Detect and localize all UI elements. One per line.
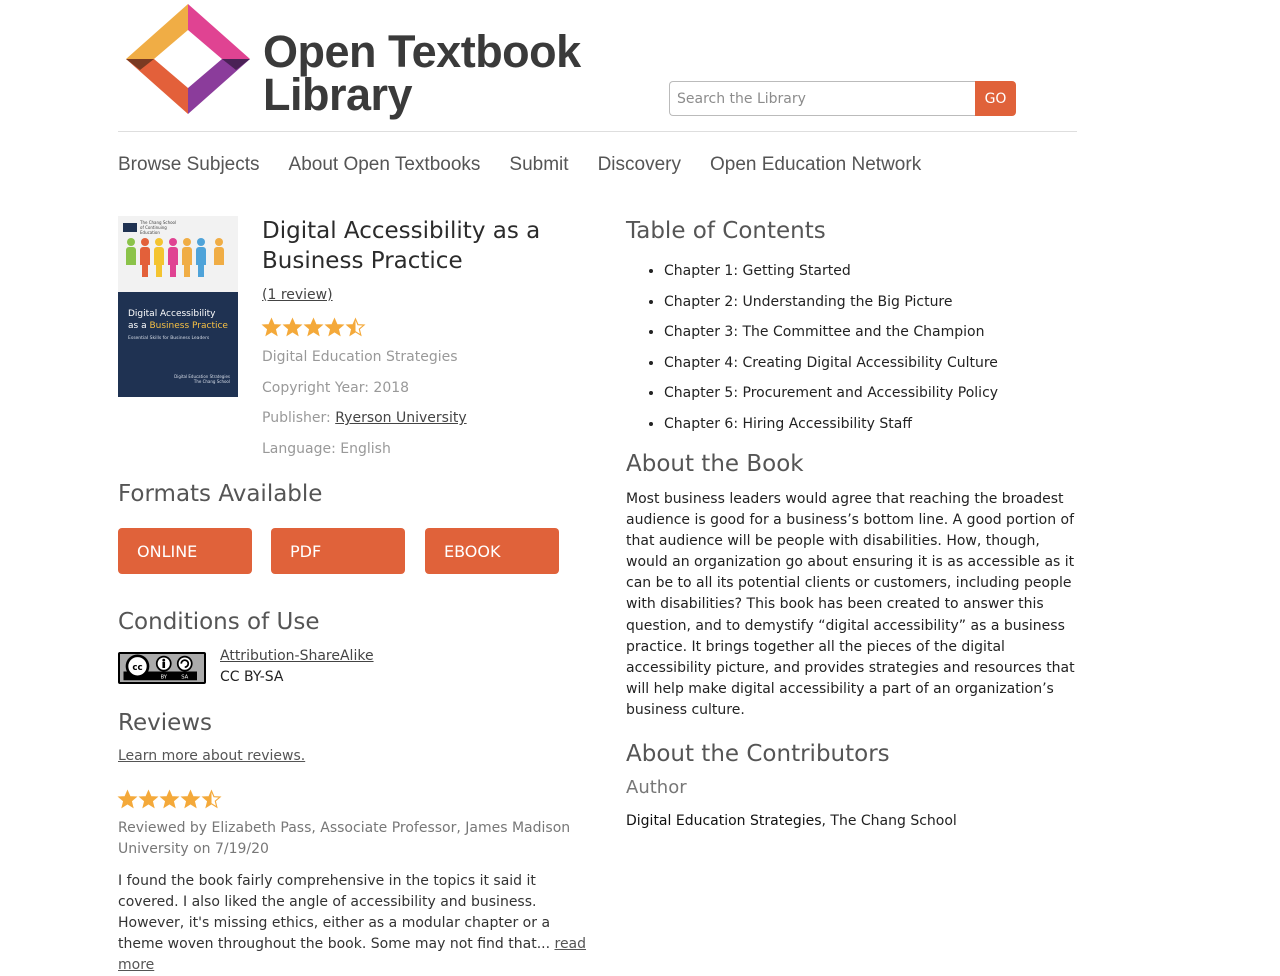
format-ebook-button[interactable]: EBOOK (425, 528, 559, 574)
nav-browse-subjects[interactable]: Browse Subjects (118, 154, 260, 175)
cover-subtitle: Essential Skills for Business Leaders (128, 336, 210, 341)
svg-text:SA: SA (181, 674, 189, 681)
cover-figure-icon (196, 238, 206, 278)
author-name: Digital Education Strategies (626, 813, 822, 829)
copyright-label: Copyright Year: (262, 380, 369, 396)
star-icon (118, 790, 137, 809)
star-icon (283, 318, 302, 337)
language-value: English (340, 441, 391, 457)
search-go-button[interactable]: GO (975, 81, 1016, 116)
author-affiliation: , The Chang School (821, 813, 957, 829)
logo-line-2: Library (263, 69, 413, 120)
site-logo-icon[interactable] (126, 4, 250, 114)
cover-figure-icon (154, 238, 164, 278)
nav-discovery[interactable]: Discovery (597, 154, 681, 175)
cover-figure-icon (168, 238, 178, 278)
toc-list (664, 256, 998, 440)
toc-item: • Chapter 4: Creating Digital Accessibility Culture (664, 348, 998, 379)
star-icon (262, 318, 281, 337)
review-count-link[interactable]: (1 review) (262, 287, 333, 303)
book-title: Digital Accessibility as a Business Practice (262, 218, 541, 274)
review-text (118, 871, 596, 976)
book-author: Digital Education Strategies (262, 349, 458, 365)
nav-submit[interactable]: Submit (509, 154, 569, 175)
about-text: Most business leaders would agree that reaching the broadest audience is good for a business’s bottom line. A good portion of that audience will be people with disabilities. How, though, would an organization go about ensuring it is as accessible as it can be to all its potential clients or customers, including people with disabilities? This book has been created to answer this question, and to demystify “digital accessibility” as a business practice. It brings together all the pieces of the digital accessibility picture, and provides strategies and resources that will help make digital accessibility a part of an organization’s business culture. (626, 491, 1075, 718)
publisher-label: Publisher: (262, 410, 331, 426)
star-icon (139, 790, 158, 809)
about-heading: About the Book (626, 451, 804, 477)
svg-text:cc: cc (132, 662, 143, 673)
header-divider (118, 131, 1077, 132)
cover-title-line-1: Digital Accessibility (128, 309, 216, 319)
cover-publisher-text: The Chang School of Continuing Education (140, 220, 177, 235)
copyright-value: 2018 (373, 380, 410, 396)
cover-title-line-2 (128, 320, 238, 332)
publisher-link[interactable]: Ryerson University (335, 410, 467, 426)
svg-text:BY: BY (160, 674, 168, 681)
review-rating-stars (118, 790, 221, 809)
conditions-heading: Conditions of Use (118, 609, 320, 635)
star-icon (181, 790, 200, 809)
language (262, 439, 391, 459)
cover-title (128, 308, 238, 332)
format-pdf-button[interactable]: PDF (271, 528, 405, 574)
review-byline: Reviewed by Elizabeth Pass, Associate Professor, James Madison University on 7/19/20 (118, 820, 571, 857)
star-icon (160, 790, 179, 809)
reviews-heading: Reviews (118, 710, 213, 736)
star-icon (346, 318, 365, 337)
site-logo-text[interactable] (263, 26, 581, 120)
language-label: Language: (262, 441, 336, 457)
learn-more-reviews-link[interactable]: Learn more about reviews. (118, 748, 306, 764)
search-input[interactable] (669, 81, 975, 116)
cover-figure-icon (214, 238, 224, 278)
main-nav (118, 153, 921, 177)
star-icon (325, 318, 344, 337)
copyright-year (262, 378, 409, 398)
toc-item: • Chapter 2: Understanding the Big Picture (664, 287, 998, 318)
read-more-link[interactable]: read more (118, 936, 587, 973)
star-icon (202, 790, 221, 809)
toc-item: • Chapter 5: Procurement and Accessibility Policy (664, 378, 998, 409)
cover-illustration (118, 216, 238, 292)
cover-footer-line-2: The Chang School (193, 379, 230, 384)
toc-item: • Chapter 3: The Committee and the Champion (664, 317, 998, 348)
cover-badge (123, 223, 137, 232)
publisher (262, 408, 467, 428)
toc-item: • Chapter 1: Getting Started (664, 256, 998, 287)
star-icon (304, 318, 323, 337)
cc-by-sa-license-icon[interactable] (118, 652, 206, 684)
nav-open-education-network[interactable]: Open Education Network (709, 154, 922, 175)
cover-footer (174, 374, 230, 384)
license-code: CC BY-SA (220, 669, 284, 685)
cover-title-as: as a (128, 321, 147, 331)
formats-heading: Formats Available (118, 481, 323, 507)
book-cover[interactable] (118, 216, 238, 397)
cover-figure-icon (140, 238, 150, 278)
author-entry (626, 813, 957, 829)
license-link[interactable]: Attribution-ShareAlike (220, 648, 374, 664)
book-rating-stars (262, 318, 365, 337)
review-body: I found the book fairly comprehensive in the topics it said it covered. I also liked the angle of accessibility and business. However, it's missing ethics, either as a modular chapter or a theme woven throughout the book. Some may not find that... (118, 873, 551, 952)
format-online-button[interactable]: ONLINE (118, 528, 252, 574)
cover-footer-line-1: Digital Education Strategies (174, 374, 230, 379)
toc-item: • Chapter 6: Hiring Accessibility Staff (664, 409, 998, 440)
author-role-label: Author (626, 777, 687, 798)
cover-figure-icon (182, 238, 192, 278)
cover-title-highlight: Business Practice (149, 321, 228, 331)
contributors-heading: About the Contributors (626, 741, 890, 767)
cover-figure-icon (126, 238, 136, 278)
search-form (669, 81, 1016, 116)
toc-heading: Table of Contents (626, 218, 826, 244)
logo-line-1: Open Textbook (263, 26, 581, 77)
nav-about-open-textbooks[interactable]: About Open Textbooks (288, 154, 481, 175)
